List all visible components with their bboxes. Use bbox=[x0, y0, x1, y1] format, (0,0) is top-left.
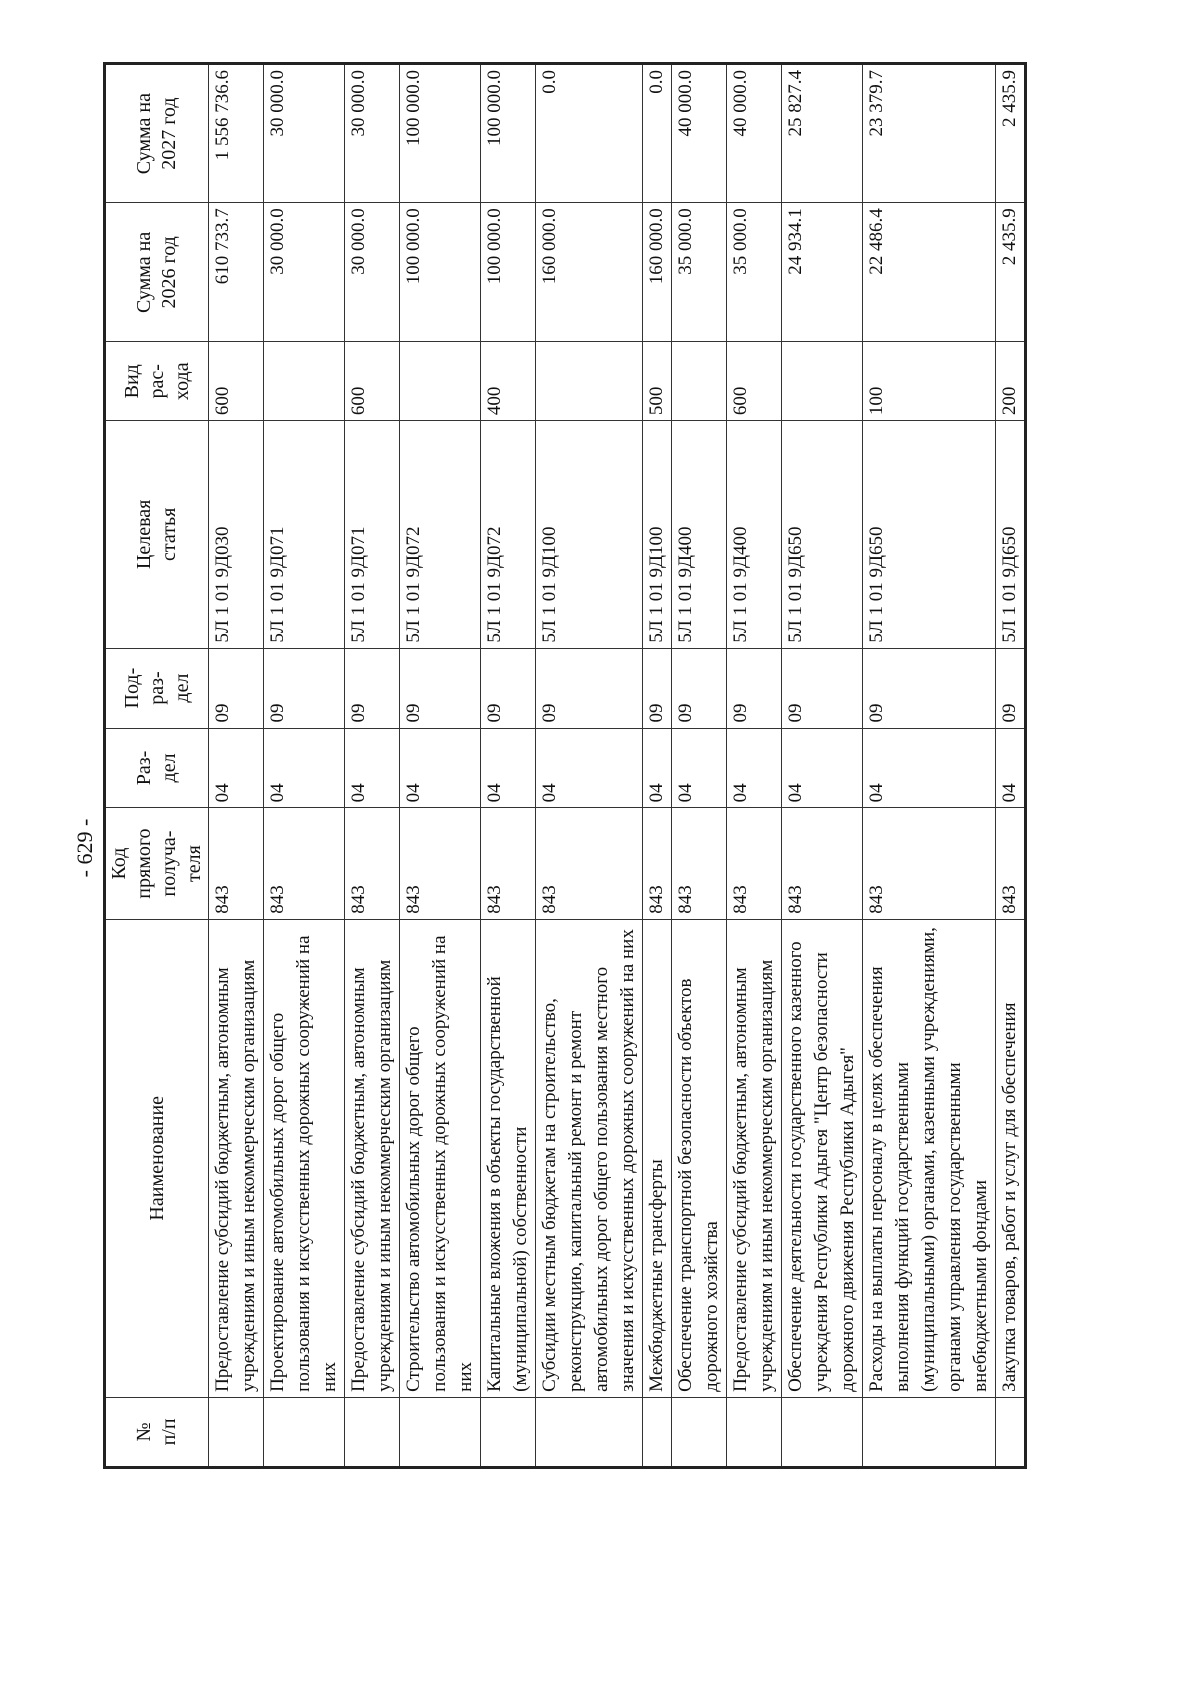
row-code: 843 bbox=[643, 808, 672, 919]
header-sum-2026-label: Сумма на 2026 год bbox=[133, 231, 180, 313]
row-num bbox=[672, 1397, 727, 1467]
table-row bbox=[863, 64, 996, 1468]
row-section: 04 bbox=[264, 728, 345, 808]
table-row bbox=[672, 64, 727, 1468]
row-sum-2027: 0.0 bbox=[536, 64, 643, 203]
row-subsection: 09 bbox=[863, 648, 996, 728]
row-code: 843 bbox=[863, 808, 996, 919]
header-name-label: Наименование bbox=[145, 1095, 168, 1221]
row-sum-2026: 2 435.9 bbox=[996, 203, 1026, 342]
row-section: 04 bbox=[345, 728, 400, 808]
row-num bbox=[727, 1397, 782, 1467]
row-subsection: 09 bbox=[727, 648, 782, 728]
row-sum-2026: 22 486.4 bbox=[863, 203, 996, 342]
row-subsection: 09 bbox=[345, 648, 400, 728]
row-sum-2026: 160 000.0 bbox=[536, 203, 643, 342]
row-code: 843 bbox=[996, 808, 1026, 919]
table-row bbox=[727, 64, 782, 1468]
row-code: 843 bbox=[264, 808, 345, 919]
row-sum-2026: 30 000.0 bbox=[345, 203, 400, 342]
row-section: 04 bbox=[209, 728, 264, 808]
row-sum-2027: 40 000.0 bbox=[672, 64, 727, 203]
row-type bbox=[264, 342, 345, 421]
row-sum-2026: 610 733.7 bbox=[209, 203, 264, 342]
header-section-label: Раз- дел bbox=[133, 750, 180, 786]
row-target: 5Л 1 01 9Д650 bbox=[782, 421, 863, 649]
row-subsection: 09 bbox=[536, 648, 643, 728]
row-code: 843 bbox=[481, 808, 536, 919]
row-sum-2026: 160 000.0 bbox=[643, 203, 672, 342]
row-target: 5Л 1 01 9Д071 bbox=[345, 421, 400, 649]
row-section: 04 bbox=[536, 728, 643, 808]
row-code: 843 bbox=[345, 808, 400, 919]
row-sum-2027: 100 000.0 bbox=[400, 64, 481, 203]
header-subsection-label: Под- раз- дел bbox=[120, 667, 193, 709]
row-name: Предоставление субсидий бюджетным, автономным учреждениям и иным некоммерческим организациям bbox=[209, 919, 264, 1397]
row-section: 04 bbox=[481, 728, 536, 808]
row-target: 5Л 1 01 9Д030 bbox=[209, 421, 264, 649]
row-num bbox=[643, 1397, 672, 1467]
row-name: Предоставление субсидий бюджетным, автономным учреждениям и иным некоммерческим организациям bbox=[345, 919, 400, 1397]
row-target: 5Л 1 01 9Д400 bbox=[672, 421, 727, 649]
row-subsection: 09 bbox=[209, 648, 264, 728]
row-type bbox=[400, 342, 481, 421]
row-subsection: 09 bbox=[481, 648, 536, 728]
row-sum-2027: 1 556 736.6 bbox=[209, 64, 264, 203]
row-type: 600 bbox=[209, 342, 264, 421]
row-name: Закупка товаров, работ и услуг для обеспечения bbox=[996, 919, 1026, 1397]
row-type bbox=[672, 342, 727, 421]
row-sum-2027: 25 827.4 bbox=[782, 64, 863, 203]
header-sum-2027-label: Сумма на 2027 год bbox=[133, 93, 180, 175]
header-num bbox=[105, 1397, 209, 1467]
row-section: 04 bbox=[400, 728, 481, 808]
header-type-label: Вид рас- хода bbox=[120, 362, 193, 401]
row-type: 400 bbox=[481, 342, 536, 421]
budget-table bbox=[103, 62, 1027, 1469]
row-type: 600 bbox=[345, 342, 400, 421]
row-num bbox=[345, 1397, 400, 1467]
table-row bbox=[643, 64, 672, 1468]
row-section: 04 bbox=[727, 728, 782, 808]
row-code: 843 bbox=[782, 808, 863, 919]
row-type: 100 bbox=[863, 342, 996, 421]
row-num bbox=[863, 1397, 996, 1467]
header-section bbox=[105, 728, 209, 808]
row-type: 200 bbox=[996, 342, 1026, 421]
row-sum-2027: 30 000.0 bbox=[345, 64, 400, 203]
header-subsection bbox=[105, 648, 209, 728]
table-header-row bbox=[105, 64, 209, 1468]
row-subsection: 09 bbox=[400, 648, 481, 728]
row-name: Строительство автомобильных дорог общего пользования и искусственных дорожных сооружений на них bbox=[400, 919, 481, 1397]
row-sum-2027: 2 435.9 bbox=[996, 64, 1026, 203]
table-row bbox=[209, 64, 264, 1468]
row-section: 04 bbox=[672, 728, 727, 808]
table-row bbox=[264, 64, 345, 1468]
header-sum-2026 bbox=[105, 203, 209, 342]
row-sum-2027: 0.0 bbox=[643, 64, 672, 203]
row-type: 500 bbox=[643, 342, 672, 421]
table-row bbox=[400, 64, 481, 1468]
row-num bbox=[264, 1397, 345, 1467]
row-num bbox=[400, 1397, 481, 1467]
row-code: 843 bbox=[672, 808, 727, 919]
table-row bbox=[996, 64, 1026, 1468]
page-number: - 629 - bbox=[72, 818, 97, 878]
row-sum-2026: 35 000.0 bbox=[672, 203, 727, 342]
row-code: 843 bbox=[727, 808, 782, 919]
header-target-label: Целевая статья bbox=[133, 499, 180, 570]
row-sum-2026: 35 000.0 bbox=[727, 203, 782, 342]
row-subsection: 09 bbox=[672, 648, 727, 728]
row-name: Проектирование автомобильных дорог общего пользования и искусственных дорожных сооружений на них bbox=[264, 919, 345, 1397]
row-name: Предоставление субсидий бюджетным, автономным учреждениям и иным некоммерческим организациям bbox=[727, 919, 782, 1397]
row-sum-2027: 100 000.0 bbox=[481, 64, 536, 203]
table-row bbox=[536, 64, 643, 1468]
row-target: 5Л 1 01 9Д071 bbox=[264, 421, 345, 649]
header-sum-2027 bbox=[105, 64, 209, 203]
header-type bbox=[105, 342, 209, 421]
row-target: 5Л 1 01 9Д100 bbox=[643, 421, 672, 649]
row-name: Обеспечение деятельности государственного казенного учреждения Республики Адыгея "Центр безопасности дорожного движения Республики Адыгея" bbox=[782, 919, 863, 1397]
row-subsection: 09 bbox=[643, 648, 672, 728]
row-name: Обеспечение транспортной безопасности объектов дорожного хозяйства bbox=[672, 919, 727, 1397]
row-name: Расходы на выплаты персоналу в целях обеспечения выполнения функций государственными (муниципальными) органами, казенными учреждениями, органами управления государственными внебюджетными фондами bbox=[863, 919, 996, 1397]
row-sum-2027: 30 000.0 bbox=[264, 64, 345, 203]
row-type: 600 bbox=[727, 342, 782, 421]
row-sum-2026: 30 000.0 bbox=[264, 203, 345, 342]
row-code: 843 bbox=[400, 808, 481, 919]
row-sum-2026: 100 000.0 bbox=[481, 203, 536, 342]
row-section: 04 bbox=[996, 728, 1026, 808]
row-name: Капитальные вложения в объекты государственной (муниципальной) собственности bbox=[481, 919, 536, 1397]
row-num bbox=[536, 1397, 643, 1467]
row-type bbox=[782, 342, 863, 421]
row-sum-2027: 23 379.7 bbox=[863, 64, 996, 203]
row-name: Межбюджетные трансферты bbox=[643, 919, 672, 1397]
header-num-label: № п/п bbox=[133, 1418, 180, 1446]
row-subsection: 09 bbox=[264, 648, 345, 728]
row-target: 5Л 1 01 9Д100 bbox=[536, 421, 643, 649]
row-sum-2027: 40 000.0 bbox=[727, 64, 782, 203]
row-section: 04 bbox=[782, 728, 863, 808]
row-code: 843 bbox=[536, 808, 643, 919]
row-section: 04 bbox=[643, 728, 672, 808]
row-section: 04 bbox=[863, 728, 996, 808]
header-target bbox=[105, 421, 209, 649]
row-num bbox=[481, 1397, 536, 1467]
header-code bbox=[105, 808, 209, 919]
table-row bbox=[345, 64, 400, 1468]
row-name: Субсидии местным бюджетам на строительство, реконструкцию, капитальный ремонт и ремонт автомобильных дорог общего пользования местного значения и искусственных дорожных сооружений на них bbox=[536, 919, 643, 1397]
row-subsection: 09 bbox=[996, 648, 1026, 728]
row-target: 5Л 1 01 9Д072 bbox=[481, 421, 536, 649]
table-row bbox=[782, 64, 863, 1468]
row-sum-2026: 24 934.1 bbox=[782, 203, 863, 342]
table-row bbox=[481, 64, 536, 1468]
row-code: 843 bbox=[209, 808, 264, 919]
row-subsection: 09 bbox=[782, 648, 863, 728]
header-name bbox=[105, 919, 209, 1397]
row-num bbox=[996, 1397, 1026, 1467]
row-num bbox=[209, 1397, 264, 1467]
row-target: 5Л 1 01 9Д650 bbox=[863, 421, 996, 649]
row-num bbox=[782, 1397, 863, 1467]
row-target: 5Л 1 01 9Д400 bbox=[727, 421, 782, 649]
row-target: 5Л 1 01 9Д650 bbox=[996, 421, 1026, 649]
row-target: 5Л 1 01 9Д072 bbox=[400, 421, 481, 649]
header-code-label: Код прямого получа- теля bbox=[108, 828, 205, 899]
row-type bbox=[536, 342, 643, 421]
row-sum-2026: 100 000.0 bbox=[400, 203, 481, 342]
